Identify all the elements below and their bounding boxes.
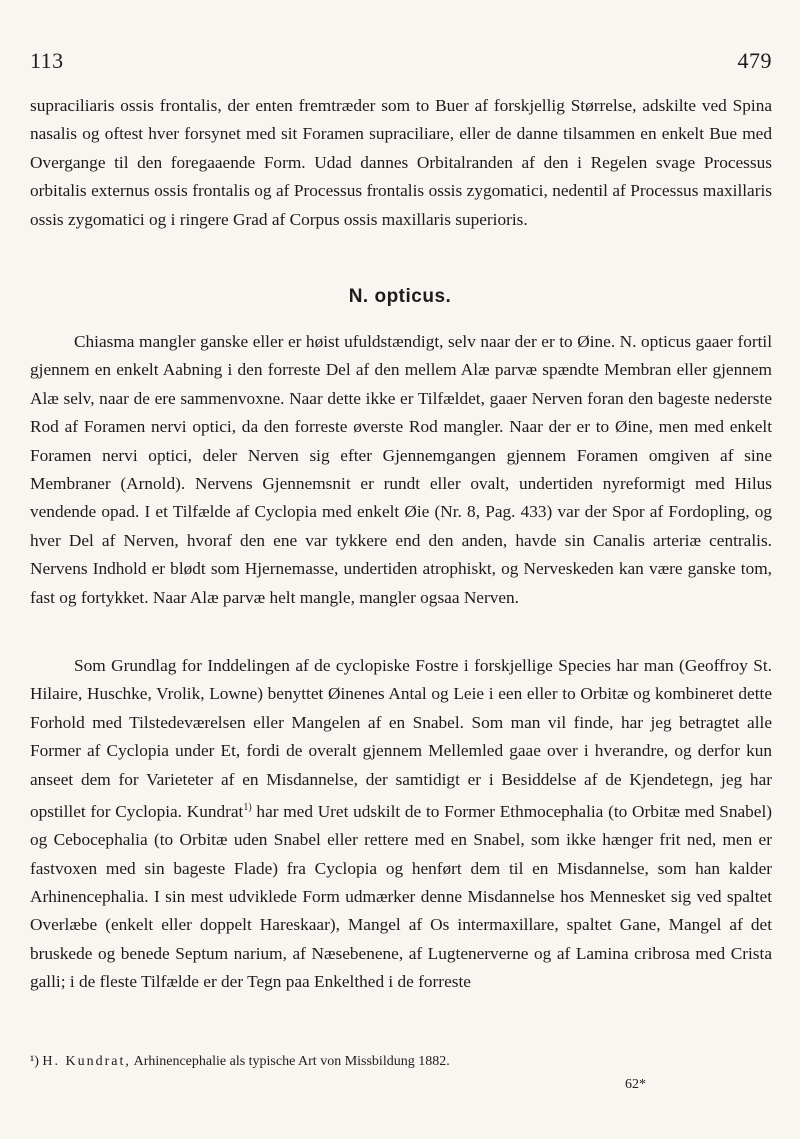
paragraph-text — [30, 652, 772, 997]
footnote — [30, 1052, 772, 1072]
paragraph-classification — [30, 652, 772, 997]
page-number-left: 113 — [30, 48, 64, 73]
paragraph-text: Chiasma mangler ganske eller er høist ufuldstændigt, selv naar der er to Øine. N. opticus gaaer fortil gjennem en enkelt Aabning i den forreste Del af den mellem Alæ parvæ spændte Membran eller gjennem Alæ selv, naar de ere sammenvoxne. Naar dette ikke er Tilfældet, gaaer Nerven foran den bageste nederste Rod af Foramen nervi optici, da den forreste øverste Rod mangler. Naar der er to Øine, men med enkelt Foramen nervi optici, deler Nerven sig efter Gjennemgangen gjennem Foramen omgiven af sine Membraner (Arnold). Nervens Gjennemsnit er rundt eller ovalt, undertiden nyreformigt med Hilus vendende opad. I et Tilfælde af Cyclopia med enkelt Øie (Nr. 8, Pag. 433) var der Spor af Fordopling, og hver Del af Nerven, hvoraf den ene var tykkere end den anden, havde sin Canalis arteriæ centralis. Nervens Indhold er blødt som Hjernemasse, undertiden atrophiskt, og Nerveskeden kan være ganske tom, fast og fortykket. Naar Alæ parvæ helt mangle, mangler ogsaa Nerven. — [30, 332, 772, 607]
footnote-reference[interactable]: 1) — [243, 802, 252, 814]
paragraph-optic-nerve — [30, 328, 772, 612]
footnote-text: Arhinencephalie als typische Art von Missbildung 1882. — [133, 1054, 450, 1069]
paragraph-text-part: Som Grundlag for Inddelingen af de cyclopiske Fostre i forskjellige Species har man (Geoffroy St. Hilaire, Huschke, Vrolik, Lowne) benyttet Øinenes Antal og Leie i een eller to Orbitæ og kombineret dette Forhold med Tilstedeværelsen eller Mangelen af en Snabel. Som man vil finde, har jeg betragtet alle Former af Cyclopia under Et, fordi de overalt gjennem Mellemled gaae over i hverandre, og derfor kun anseet dem for Varieteter af en Misdannelse, der samtidigt er i Besiddelse af de Kjendetegn, jeg har opstillet for Cyclopia. Kundrat — [30, 656, 772, 821]
paragraph-text: supraciliaris ossis frontalis, der enten fremtræder som to Buer af forskjellig Størrelse, adskilte ved Spina nasalis og oftest hver forsynet med sit Foramen supraciliare, eller de danne tilsammen en enkelt Bue med Overgange til den foregaaende Form. Udad dannes Orbitalranden af den i Regelen svage Processus orbitalis externus ossis frontalis og af Processus frontalis ossis zygomatici, nedentil af Processus maxillaris ossis zygomatici og i ringere Grad af Corpus ossis maxillaris superioris. — [30, 96, 772, 229]
paragraph-text-part: har med Uret udskilt de to Former Ethmocephalia (to Orbitæ med Snabel) og Cebocephalia (to Orbitæ uden Snabel eller rettere med en Snabel, som ikke hænger frit ned, men er fastvoxen med sin bageste Flade) fra Cyclopia og henført dem til en Misdannelse, som han kalder Arhinencephalia. I sin mest udviklede Form udmærker denne Misdannelse hos Mennesket sig ved spaltet Overlæbe (enkelt eller doppelt Hareskaar), Mangel af Os intermaxillare, spaltet Gane, Mangel af det bruskede og benede Septum narium, af Næsebenene, af Lugtenerverne og af Lamina cribrosa med Crista galli; i de fleste Tilfælde er der Tegn paa Enkelthed i de forreste — [30, 801, 772, 992]
paragraph-orbital-rim — [30, 92, 772, 234]
page-number-right: 479 — [737, 48, 772, 73]
footnote-author: H. Kundrat, — [42, 1054, 131, 1069]
footnote-marker: ¹) — [30, 1054, 39, 1069]
signature-mark: 62* — [625, 1077, 646, 1092]
section-heading: N. opticus. — [348, 286, 452, 307]
